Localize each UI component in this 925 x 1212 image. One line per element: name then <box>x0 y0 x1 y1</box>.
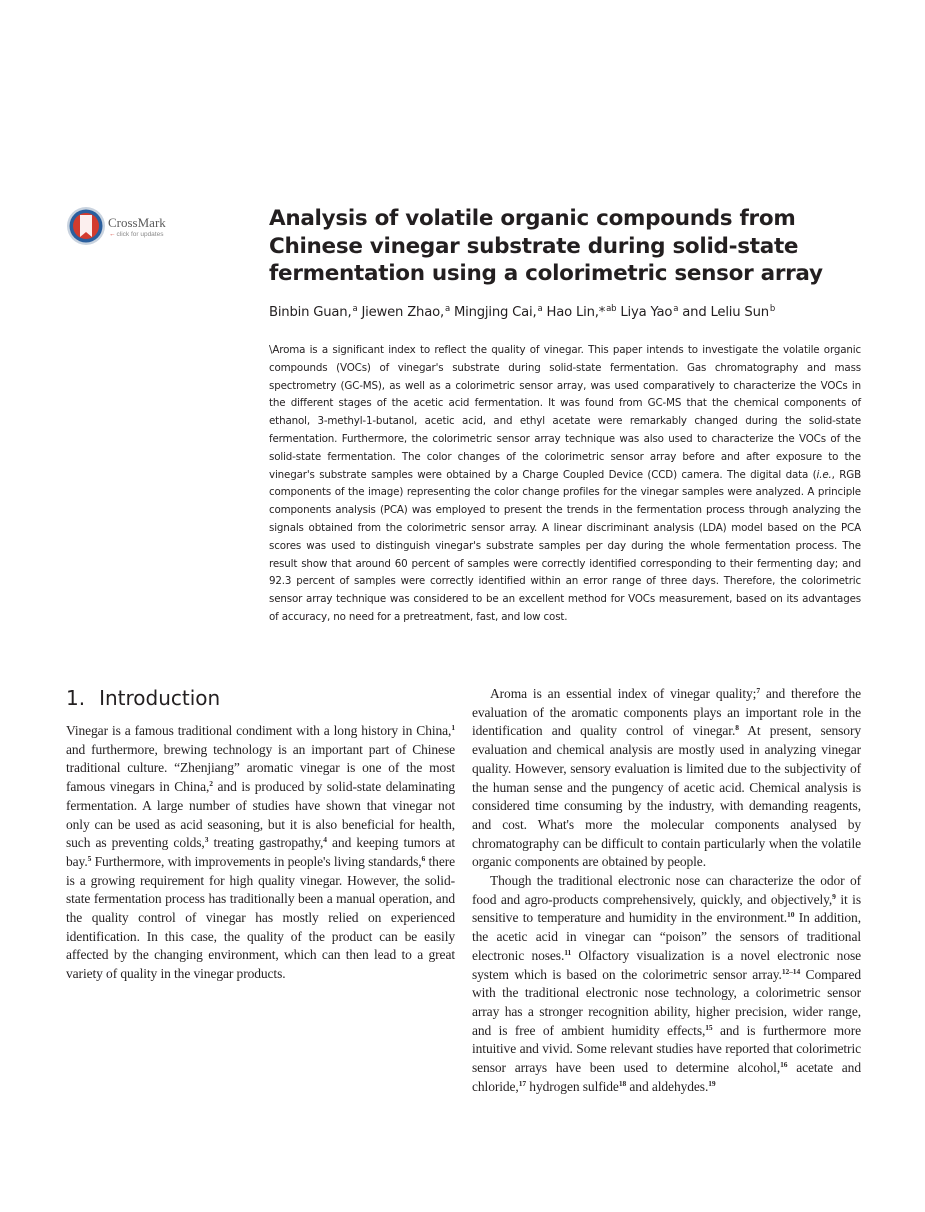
author: Liya Yao$^a$ <box>620 304 679 320</box>
paragraph: Vinegar is a famous traditional condiment with a long history in China,$^1$ and furthermore, brewing technology is an important part of Chinese traditional culture. “Zhenjiang” aromatic vinegar is one of the most famous vinegars in China,$^2$ and is produced by solid-state delaminating fermentation. A large number of studies have shown that vinegar not only can be used as acid seasoning, but it is also beneficial for health, such as preventing colds,$^3$ treating gastropathy,$^4$ and keeping tumors at bay.$^5$ Furthermore, with improvements in people's living standards,$^6$ there is a growing requirement for high quality vinegar. However, the solid-state fermentation process has traditionally been a manual operation, and the quality control of vinegar has mostly relied on experienced identification. In this case, the quality of the product can be easily affected by the changing environment, which can then lead to a great variety of quality in the vinegar products. <box>66 723 456 982</box>
title-line: fermentation using a colorimetric sensor array <box>269 261 823 286</box>
body-column-right <box>472 685 861 1096</box>
section-heading-introduction <box>66 686 220 710</box>
paragraph: Aroma is an essential index of vinegar quality;$^7$ and therefore the evaluation of the aromatic components plays an important role in the identification and quality control of vinegar.$^8$ At present, sensory evaluation and chemical analysis are mostly used in analyzing vinegar quality. However, sensory evaluation is limited due to the subjectivity of the human sense and the pungency of acetic acid. Chemical analysis is considered time consuming by the industry, with demanding reagents, and cost. What's more the molecular components analysed by chromatography can be difficult to contain particularly when the volatile organic components are obtained by people. <box>472 686 862 870</box>
crossmark-sublabel: ←click for updates <box>109 231 164 238</box>
author-list <box>269 305 869 320</box>
article-title <box>269 205 869 288</box>
author: Jiewen Zhao,$^a$ <box>361 304 450 320</box>
crossmark-badge[interactable] <box>66 206 186 250</box>
crossmark-label: CrossMark <box>108 215 166 230</box>
author: Hao Lin,*$^{ab}$ <box>546 304 617 320</box>
paragraph: Though the traditional electronic nose can characterize the odor of food and agro-products comprehensively, quickly, and objectively,$^9$ it is sensitive to temperature and humidity in the environment.$^{10}$ In addition, the acetic acid in vinegar can “poison” the sensors of traditional electronic noses.$^{11}$ Olfactory visualization is a novel electronic nose system which is based on the colorimetric sensor array.$^{12-14}$ Compared with the traditional electronic nose technology, a colorimetric sensor array has a stronger recognition ability, higher precision, wider range, and is free of ambient humidity effects,$^{15}$ and is furthermore more intuitive and vivid. Some relevant studies have reported that colorimetric sensor arrays have been used to determine alcohol,$^{16}$ acetate and chloride,$^{17}$ hydrogen sulfide$^{18}$ and aldehydes.$^{19}$ <box>472 873 862 1094</box>
title-line: Analysis of volatile organic compounds from <box>269 206 796 231</box>
author: Mingjing Cai,$^a$ <box>453 304 543 320</box>
section-title: Introduction <box>99 686 221 710</box>
abstract: \Aroma is a significant index to reflect the quality of vinegar. This paper intends to investigate the volatile organic compounds (VOCs) of vinegar's substrate during solid-state fermentation. Gas chromatography and mass spectrometry (GC-MS), as well as a colorimetric sensor array, was used comparatively to characterize the VOCs in the different stages of the acetic acid fermentation. It was found from GC-MS that the chemical components of ethanol, 3-methyl-1-butanol, acetic acid, and ethyl acetate were remarkably changed during the solid-state fermentation. Furthermore, the colorimetric sensor array technique was also used to characterize the VOCs of the solid-state fermentation. The color changes of the colorimetric sensor array before and after exposure to the vinegar's substrate samples were obtained by a Charge Coupled Device (CCD) camera. The digital data (i.e., RGB components of the image) representing the color change profiles for the vinegar samples were analyzed. A principle components analysis (PCA) was employed to present the trends in the fermentation process through analyzing the signals obtained from the colorimetric sensor array. A linear discriminant analysis (LDA) model based on the PCA scores was used to distinguish vinegar's substrate samples per day during the whole fermentation process. The result show that around 60 percent of samples were correctly identified corresponding to their fermenting day; and 92.3 percent of samples were correctly identified within an error range of three days. Therefore, the colorimetric sensor array technique was considered to be an excellent method for VOCs measurement, based on its advantages of accuracy, no need for a pretreatment, fast, and low cost. <box>269 344 861 623</box>
author: and Leliu Sun$^b$ <box>682 304 776 320</box>
arrow-left-icon: ← <box>109 231 116 238</box>
body-column-left <box>66 722 455 984</box>
crossmark-icon <box>66 206 106 246</box>
title-line: Chinese vinegar substrate during solid-state <box>269 233 799 259</box>
section-number: 1. <box>66 686 86 710</box>
author: Binbin Guan,$^a$ <box>269 304 358 320</box>
